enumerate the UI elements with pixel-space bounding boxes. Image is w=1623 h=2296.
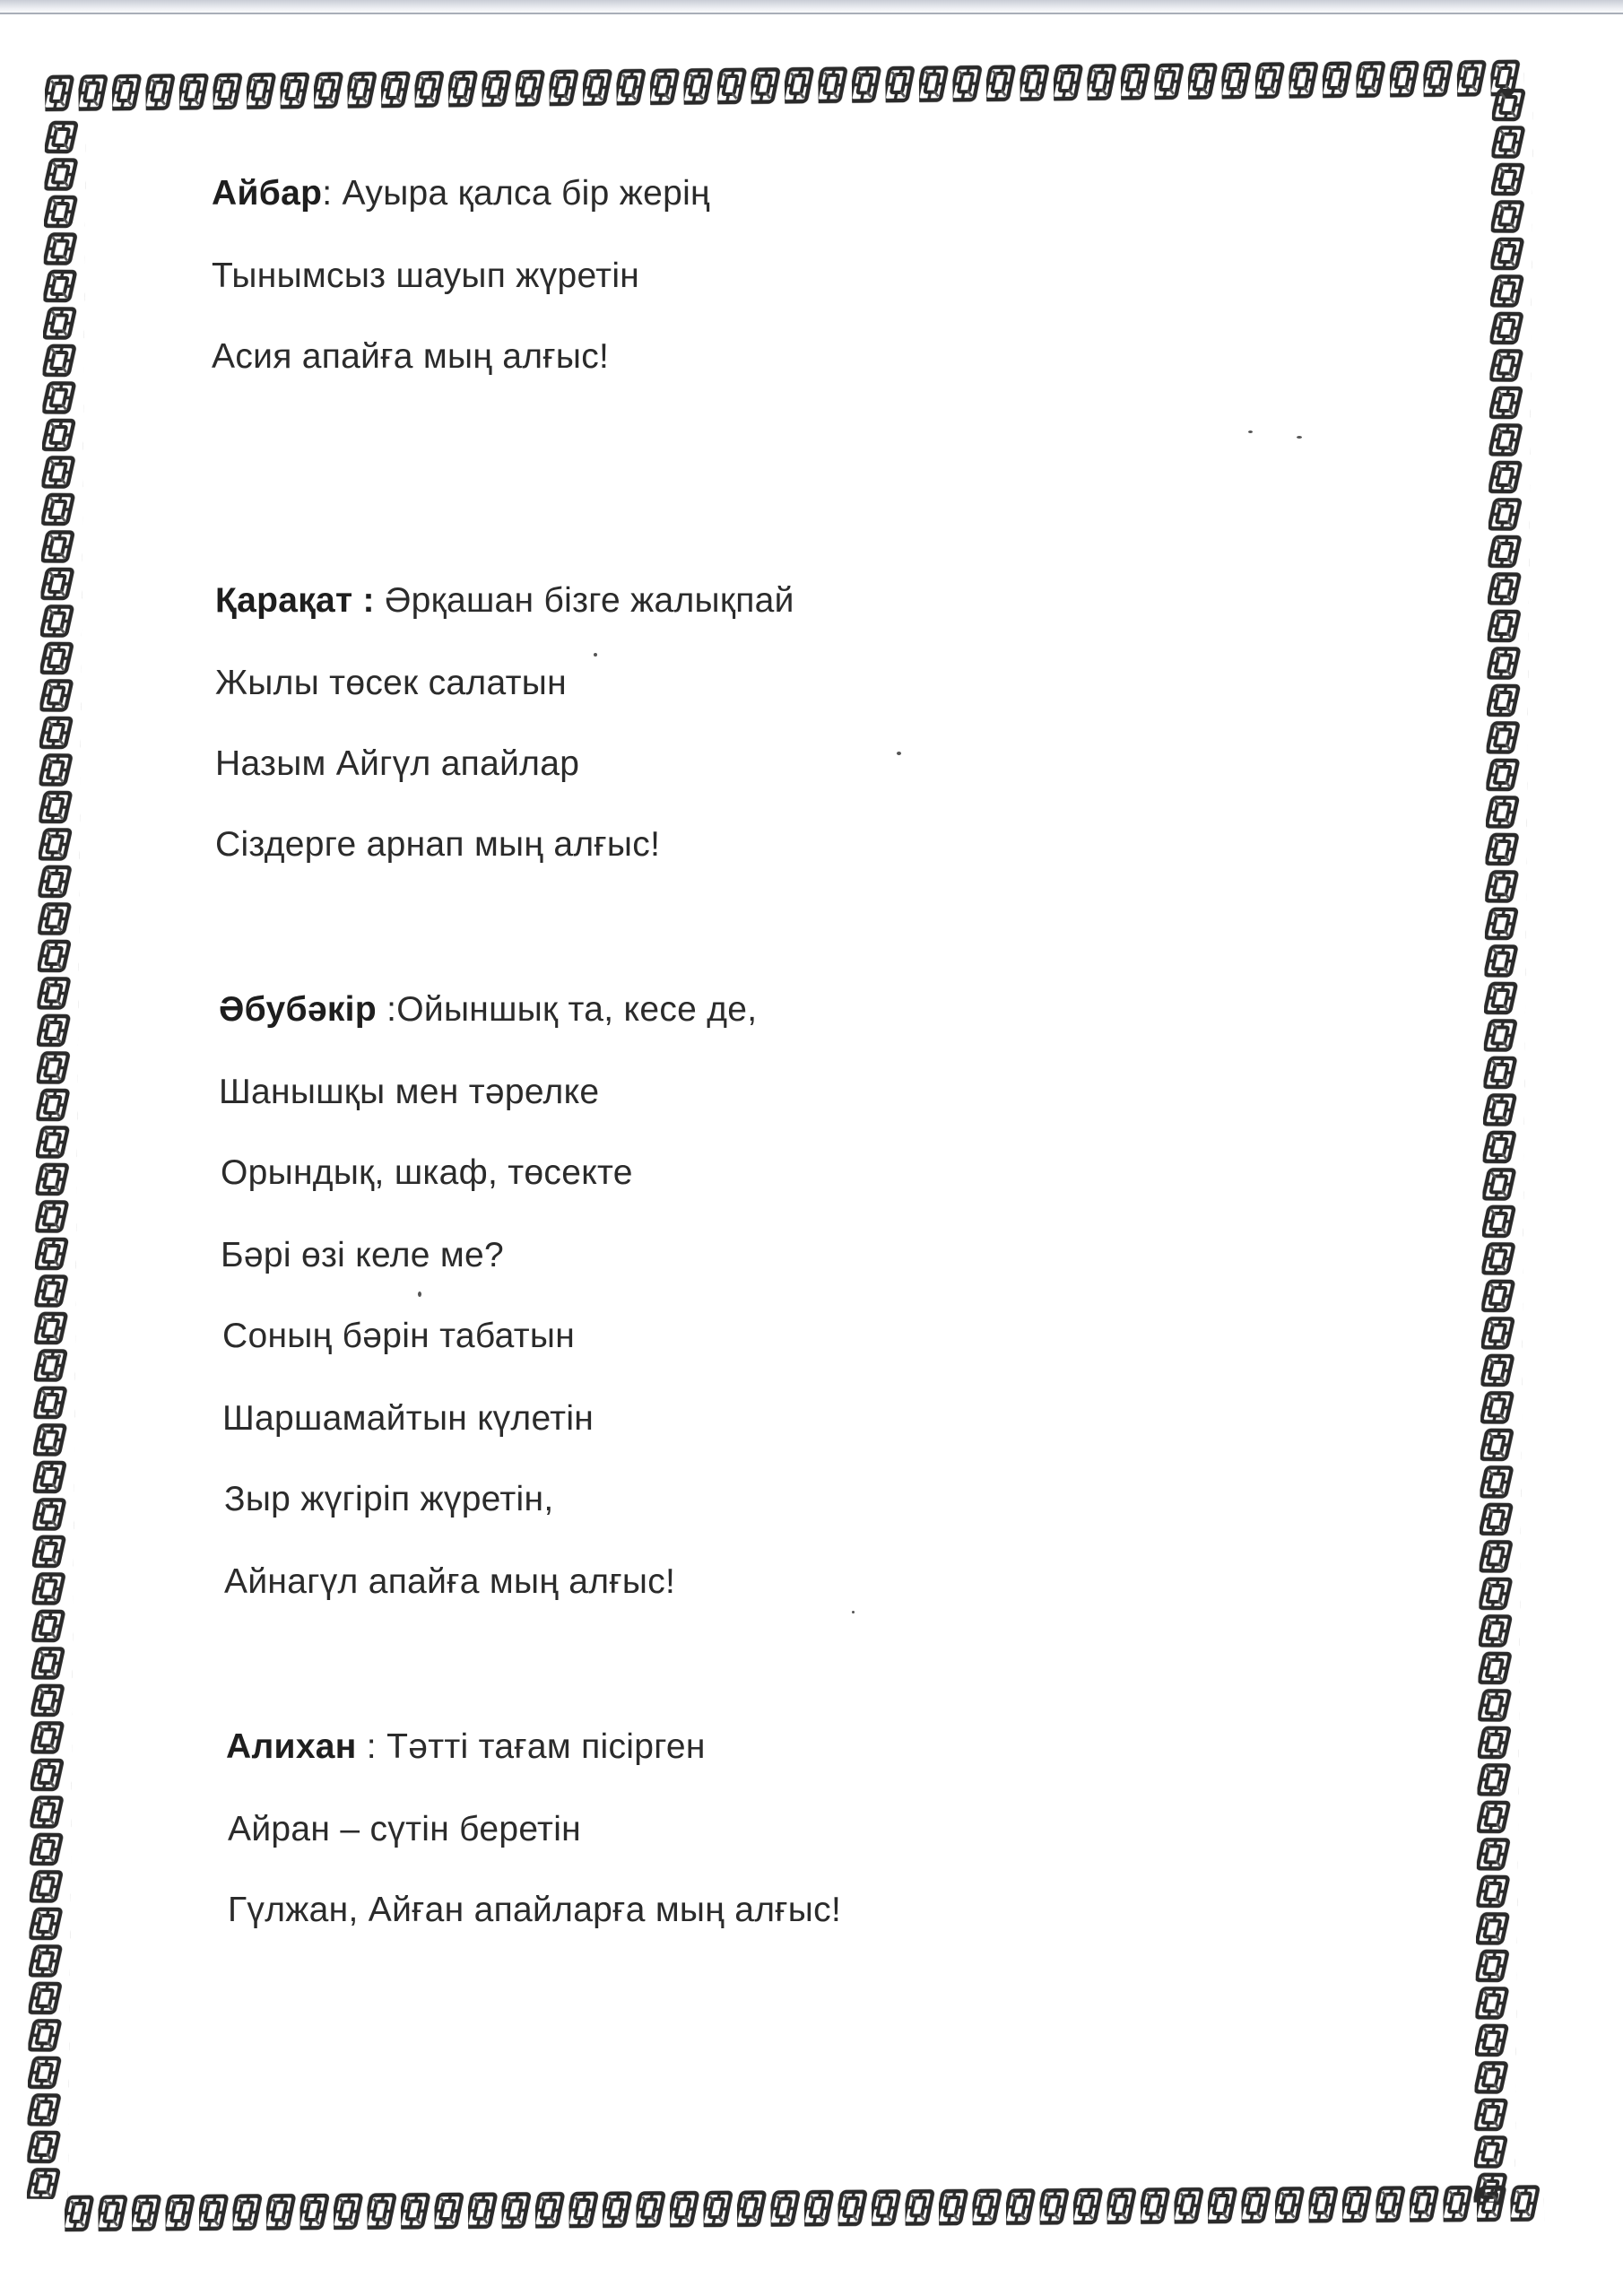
stanza-3-line-1	[219, 990, 757, 1030]
speaker-name: Әбубәкір	[219, 990, 377, 1029]
speaker-separator	[375, 581, 385, 620]
verse-text: Ойыншық та, кесе де,	[396, 990, 758, 1029]
scan-speck	[57, 1354, 61, 1358]
scan-speck	[1248, 430, 1253, 433]
stanza-3-line-5: Соның бәрін табатын	[222, 1317, 576, 1355]
stanza-3-line-8: Айнагүл апайға мың алғыс!	[224, 1562, 676, 1601]
stanza-2-line-4: Сіздерге арнап мың алғыс!	[215, 825, 661, 864]
stanza-4-line-3: Гүлжан, Айған апайларға мың алғыс!	[228, 1891, 842, 1929]
speaker-separator: :	[356, 1727, 387, 1766]
stanza-3-line-2: Шанышқы мен тәрелке	[219, 1073, 600, 1111]
scan-speck	[418, 1292, 421, 1297]
stanza-2-line-1	[215, 581, 794, 621]
stanza-2-line-2: Жылы төсек салатын	[215, 664, 567, 702]
stanza-3-line-4: Бәрі өзі келе ме?	[221, 1236, 505, 1274]
scan-speck	[852, 1611, 855, 1613]
speaker-name: Қарақат :	[215, 581, 375, 620]
stanza-2-line-3: Назым Айгүл апайлар	[215, 744, 580, 783]
scan-speck	[594, 653, 597, 657]
speaker-name: Айбар	[212, 174, 323, 213]
stanza-4-line-1	[226, 1727, 706, 1767]
speaker-separator: :	[322, 174, 343, 213]
scan-speck	[1297, 436, 1302, 439]
verse-text: Тәтті тағам пісірген	[386, 1727, 706, 1766]
stanza-1-line-1	[212, 174, 710, 213]
stanza-3-line-7: Зыр жүгіріп жүретін,	[224, 1480, 554, 1518]
speaker-separator: :	[376, 990, 397, 1029]
stanza-1-line-3: Асия апайға мың алғыс!	[212, 337, 610, 376]
verse-text: Ауыра қалса бір жерің	[342, 174, 710, 213]
verse-text: Әрқашан бізге жалықпай	[384, 581, 794, 620]
stanza-4-line-2: Айран – сүтін беретін	[228, 1810, 582, 1848]
scan-speck	[897, 752, 901, 755]
stanza-3-line-3: Орындық, шкаф, төсекте	[221, 1153, 633, 1192]
speaker-name: Алихан	[226, 1727, 357, 1766]
stanza-3-line-6: Шаршамайтын күлетін	[222, 1399, 595, 1438]
stanza-1-line-2: Тынымсыз шауып жүретін	[212, 257, 640, 295]
